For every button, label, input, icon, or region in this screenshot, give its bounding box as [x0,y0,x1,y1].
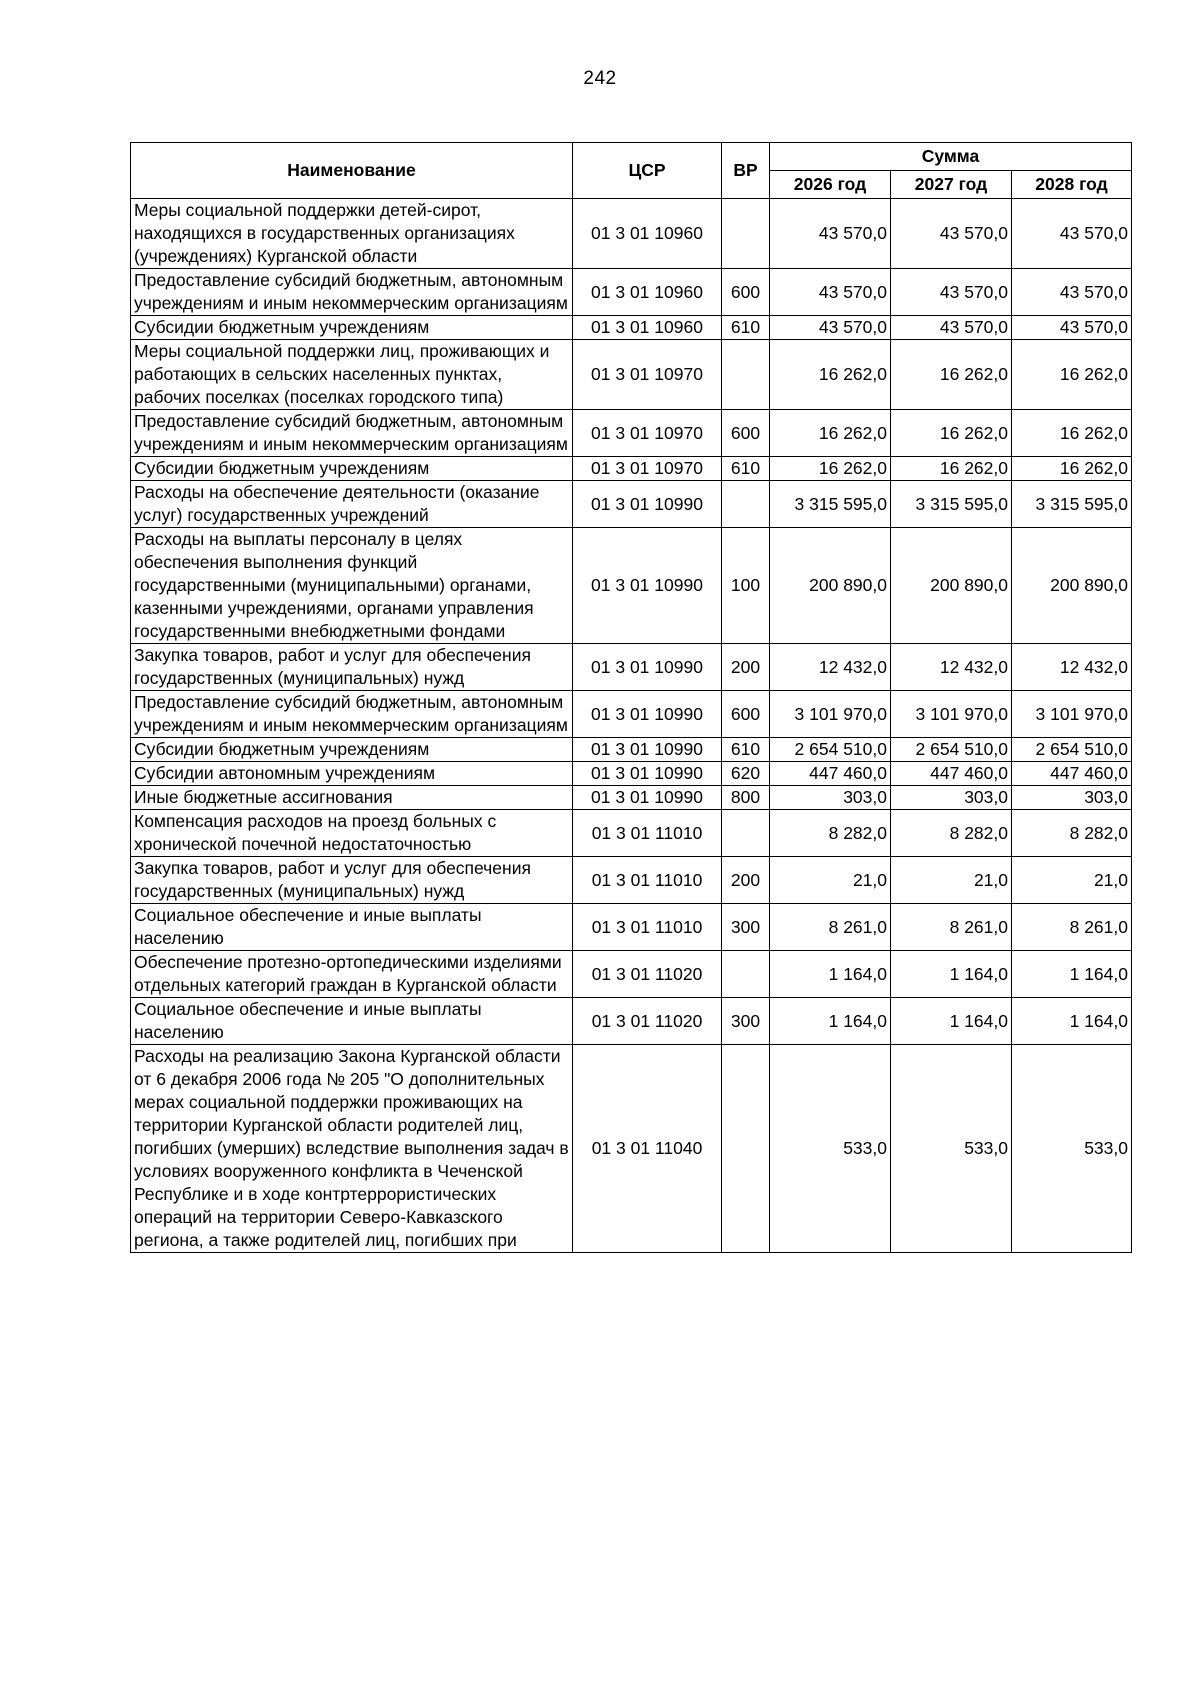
row-amount-2028: 533,0 [1012,1045,1132,1253]
row-csr: 01 3 01 10990 [573,481,722,528]
row-csr: 01 3 01 11010 [573,810,722,857]
row-vr [722,1045,770,1253]
row-amount-2028: 3 101 970,0 [1012,691,1132,738]
table-row [131,644,1132,691]
row-amount-2028: 447 460,0 [1012,762,1132,786]
table-row [131,691,1132,738]
row-name: Предоставление субсидий бюджетным, автономным учреждениям и иным некоммерческим организациям [131,410,573,457]
row-amount-2026: 3 315 595,0 [770,481,891,528]
row-amount-2028: 43 570,0 [1012,316,1132,340]
row-amount-2027: 200 890,0 [891,528,1012,644]
row-name: Социальное обеспечение и иные выплаты населению [131,904,573,951]
row-amount-2026: 8 282,0 [770,810,891,857]
row-name: Предоставление субсидий бюджетным, автономным учреждениям и иным некоммерческим организациям [131,269,573,316]
row-csr: 01 3 01 11010 [573,904,722,951]
table-header [131,143,1132,199]
row-csr: 01 3 01 10960 [573,269,722,316]
row-amount-2026: 43 570,0 [770,316,891,340]
row-csr: 01 3 01 10990 [573,691,722,738]
row-amount-2027: 12 432,0 [891,644,1012,691]
row-vr [722,199,770,269]
row-csr: 01 3 01 11020 [573,998,722,1045]
row-amount-2028: 303,0 [1012,786,1132,810]
row-amount-2027: 43 570,0 [891,316,1012,340]
row-amount-2026: 447 460,0 [770,762,891,786]
row-amount-2028: 3 315 595,0 [1012,481,1132,528]
row-amount-2028: 2 654 510,0 [1012,738,1132,762]
row-amount-2028: 21,0 [1012,857,1132,904]
row-amount-2028: 16 262,0 [1012,340,1132,410]
row-amount-2027: 43 570,0 [891,199,1012,269]
row-amount-2027: 43 570,0 [891,269,1012,316]
row-name: Расходы на реализацию Закона Курганской области от 6 декабря 2006 года № 205 "О дополнительных мерах социальной поддержки проживающих на территории Курганской области родителей лиц, погибших (умерших) вследствие выполнения задач в условиях вооруженного конфликта в Чеченской Республике и в ходе контртеррористических операций на территории Северо-Кавказского региона, а также родителей лиц, погибших при [131,1045,573,1253]
row-vr: 300 [722,998,770,1045]
row-amount-2028: 8 261,0 [1012,904,1132,951]
row-csr: 01 3 01 10990 [573,644,722,691]
row-amount-2026: 1 164,0 [770,951,891,998]
table-row [131,762,1132,786]
header-vr: ВР [722,143,770,199]
table-row [131,481,1132,528]
row-vr [722,340,770,410]
row-amount-2026: 303,0 [770,786,891,810]
row-csr: 01 3 01 10970 [573,410,722,457]
row-csr: 01 3 01 10960 [573,199,722,269]
row-amount-2026: 533,0 [770,1045,891,1253]
row-vr: 100 [722,528,770,644]
row-name: Расходы на обеспечение деятельности (оказание услуг) государственных учреждений [131,481,573,528]
row-name: Предоставление субсидий бюджетным, автономным учреждениям и иным некоммерческим организациям [131,691,573,738]
row-amount-2026: 16 262,0 [770,457,891,481]
row-amount-2027: 16 262,0 [891,340,1012,410]
row-amount-2026: 200 890,0 [770,528,891,644]
row-amount-2028: 12 432,0 [1012,644,1132,691]
row-vr: 610 [722,738,770,762]
row-amount-2027: 21,0 [891,857,1012,904]
row-csr: 01 3 01 10960 [573,316,722,340]
row-amount-2026: 21,0 [770,857,891,904]
row-vr: 600 [722,691,770,738]
row-vr [722,810,770,857]
table-row [131,1045,1132,1253]
row-vr: 200 [722,857,770,904]
row-vr: 610 [722,316,770,340]
header-csr: ЦСР [573,143,722,199]
table-row [131,410,1132,457]
row-amount-2026: 16 262,0 [770,340,891,410]
row-amount-2027: 3 315 595,0 [891,481,1012,528]
row-name: Меры социальной поддержки детей-сирот, находящихся в государственных организациях (учреждениях) Курганской области [131,199,573,269]
page-number: 242 [583,68,617,89]
table-row [131,340,1132,410]
row-amount-2028: 8 282,0 [1012,810,1132,857]
row-amount-2026: 12 432,0 [770,644,891,691]
row-vr: 600 [722,269,770,316]
row-vr: 200 [722,644,770,691]
row-amount-2026: 8 261,0 [770,904,891,951]
row-amount-2026: 3 101 970,0 [770,691,891,738]
row-amount-2027: 447 460,0 [891,762,1012,786]
row-amount-2028: 16 262,0 [1012,457,1132,481]
row-amount-2028: 1 164,0 [1012,951,1132,998]
header-sum: Сумма [770,143,1132,171]
row-name: Компенсация расходов на проезд больных с хронической почечной недостаточностью [131,810,573,857]
row-amount-2028: 1 164,0 [1012,998,1132,1045]
row-csr: 01 3 01 11040 [573,1045,722,1253]
row-name: Расходы на выплаты персоналу в целях обеспечения выполнения функций государственными (муниципальными) органами, казенными учреждениями, органами управления государственными внебюджетными фондами [131,528,573,644]
row-amount-2027: 1 164,0 [891,951,1012,998]
row-amount-2026: 43 570,0 [770,199,891,269]
row-amount-2027: 2 654 510,0 [891,738,1012,762]
row-vr: 300 [722,904,770,951]
table-row [131,199,1132,269]
row-vr [722,951,770,998]
table-row [131,738,1132,762]
row-name: Субсидии бюджетным учреждениям [131,738,573,762]
row-csr: 01 3 01 10990 [573,786,722,810]
table-row [131,316,1132,340]
row-amount-2027: 303,0 [891,786,1012,810]
row-name: Обеспечение протезно-ортопедическими изделиями отдельных категорий граждан в Курганской области [131,951,573,998]
table-row [131,457,1132,481]
table-row [131,904,1132,951]
row-csr: 01 3 01 10970 [573,340,722,410]
row-vr: 600 [722,410,770,457]
budget-table [130,142,1132,1253]
table-row [131,810,1132,857]
row-csr: 01 3 01 10990 [573,738,722,762]
row-name: Социальное обеспечение и иные выплаты населению [131,998,573,1045]
row-name: Закупка товаров, работ и услуг для обеспечения государственных (муниципальных) нужд [131,857,573,904]
row-amount-2027: 16 262,0 [891,457,1012,481]
row-amount-2027: 3 101 970,0 [891,691,1012,738]
row-amount-2027: 8 261,0 [891,904,1012,951]
header-year-2028: 2028 год [1012,171,1132,199]
row-amount-2027: 1 164,0 [891,998,1012,1045]
table-row [131,528,1132,644]
row-csr: 01 3 01 11020 [573,951,722,998]
row-name: Закупка товаров, работ и услуг для обеспечения государственных (муниципальных) нужд [131,644,573,691]
row-csr: 01 3 01 10990 [573,528,722,644]
row-csr: 01 3 01 10970 [573,457,722,481]
header-year-2027: 2027 год [891,171,1012,199]
header-year-2026: 2026 год [770,171,891,199]
row-amount-2026: 1 164,0 [770,998,891,1045]
table-row [131,786,1132,810]
row-amount-2028: 43 570,0 [1012,269,1132,316]
table-row [131,269,1132,316]
row-amount-2026: 2 654 510,0 [770,738,891,762]
row-name: Иные бюджетные ассигнования [131,786,573,810]
row-vr: 620 [722,762,770,786]
row-amount-2026: 16 262,0 [770,410,891,457]
row-vr: 610 [722,457,770,481]
table-body [131,199,1132,1253]
row-name: Субсидии автономным учреждениям [131,762,573,786]
row-amount-2027: 16 262,0 [891,410,1012,457]
row-amount-2028: 16 262,0 [1012,410,1132,457]
row-csr: 01 3 01 10990 [573,762,722,786]
table-row [131,857,1132,904]
row-vr: 800 [722,786,770,810]
row-name: Субсидии бюджетным учреждениям [131,316,573,340]
table-row [131,998,1132,1045]
row-amount-2027: 533,0 [891,1045,1012,1253]
row-name: Меры социальной поддержки лиц, проживающих и работающих в сельских населенных пунктах, рабочих поселках (поселках городского типа) [131,340,573,410]
row-vr [722,481,770,528]
header-name: Наименование [131,143,573,199]
row-csr: 01 3 01 11010 [573,857,722,904]
row-name: Субсидии бюджетным учреждениям [131,457,573,481]
row-amount-2026: 43 570,0 [770,269,891,316]
row-amount-2028: 43 570,0 [1012,199,1132,269]
row-amount-2027: 8 282,0 [891,810,1012,857]
row-amount-2028: 200 890,0 [1012,528,1132,644]
table-row [131,951,1132,998]
